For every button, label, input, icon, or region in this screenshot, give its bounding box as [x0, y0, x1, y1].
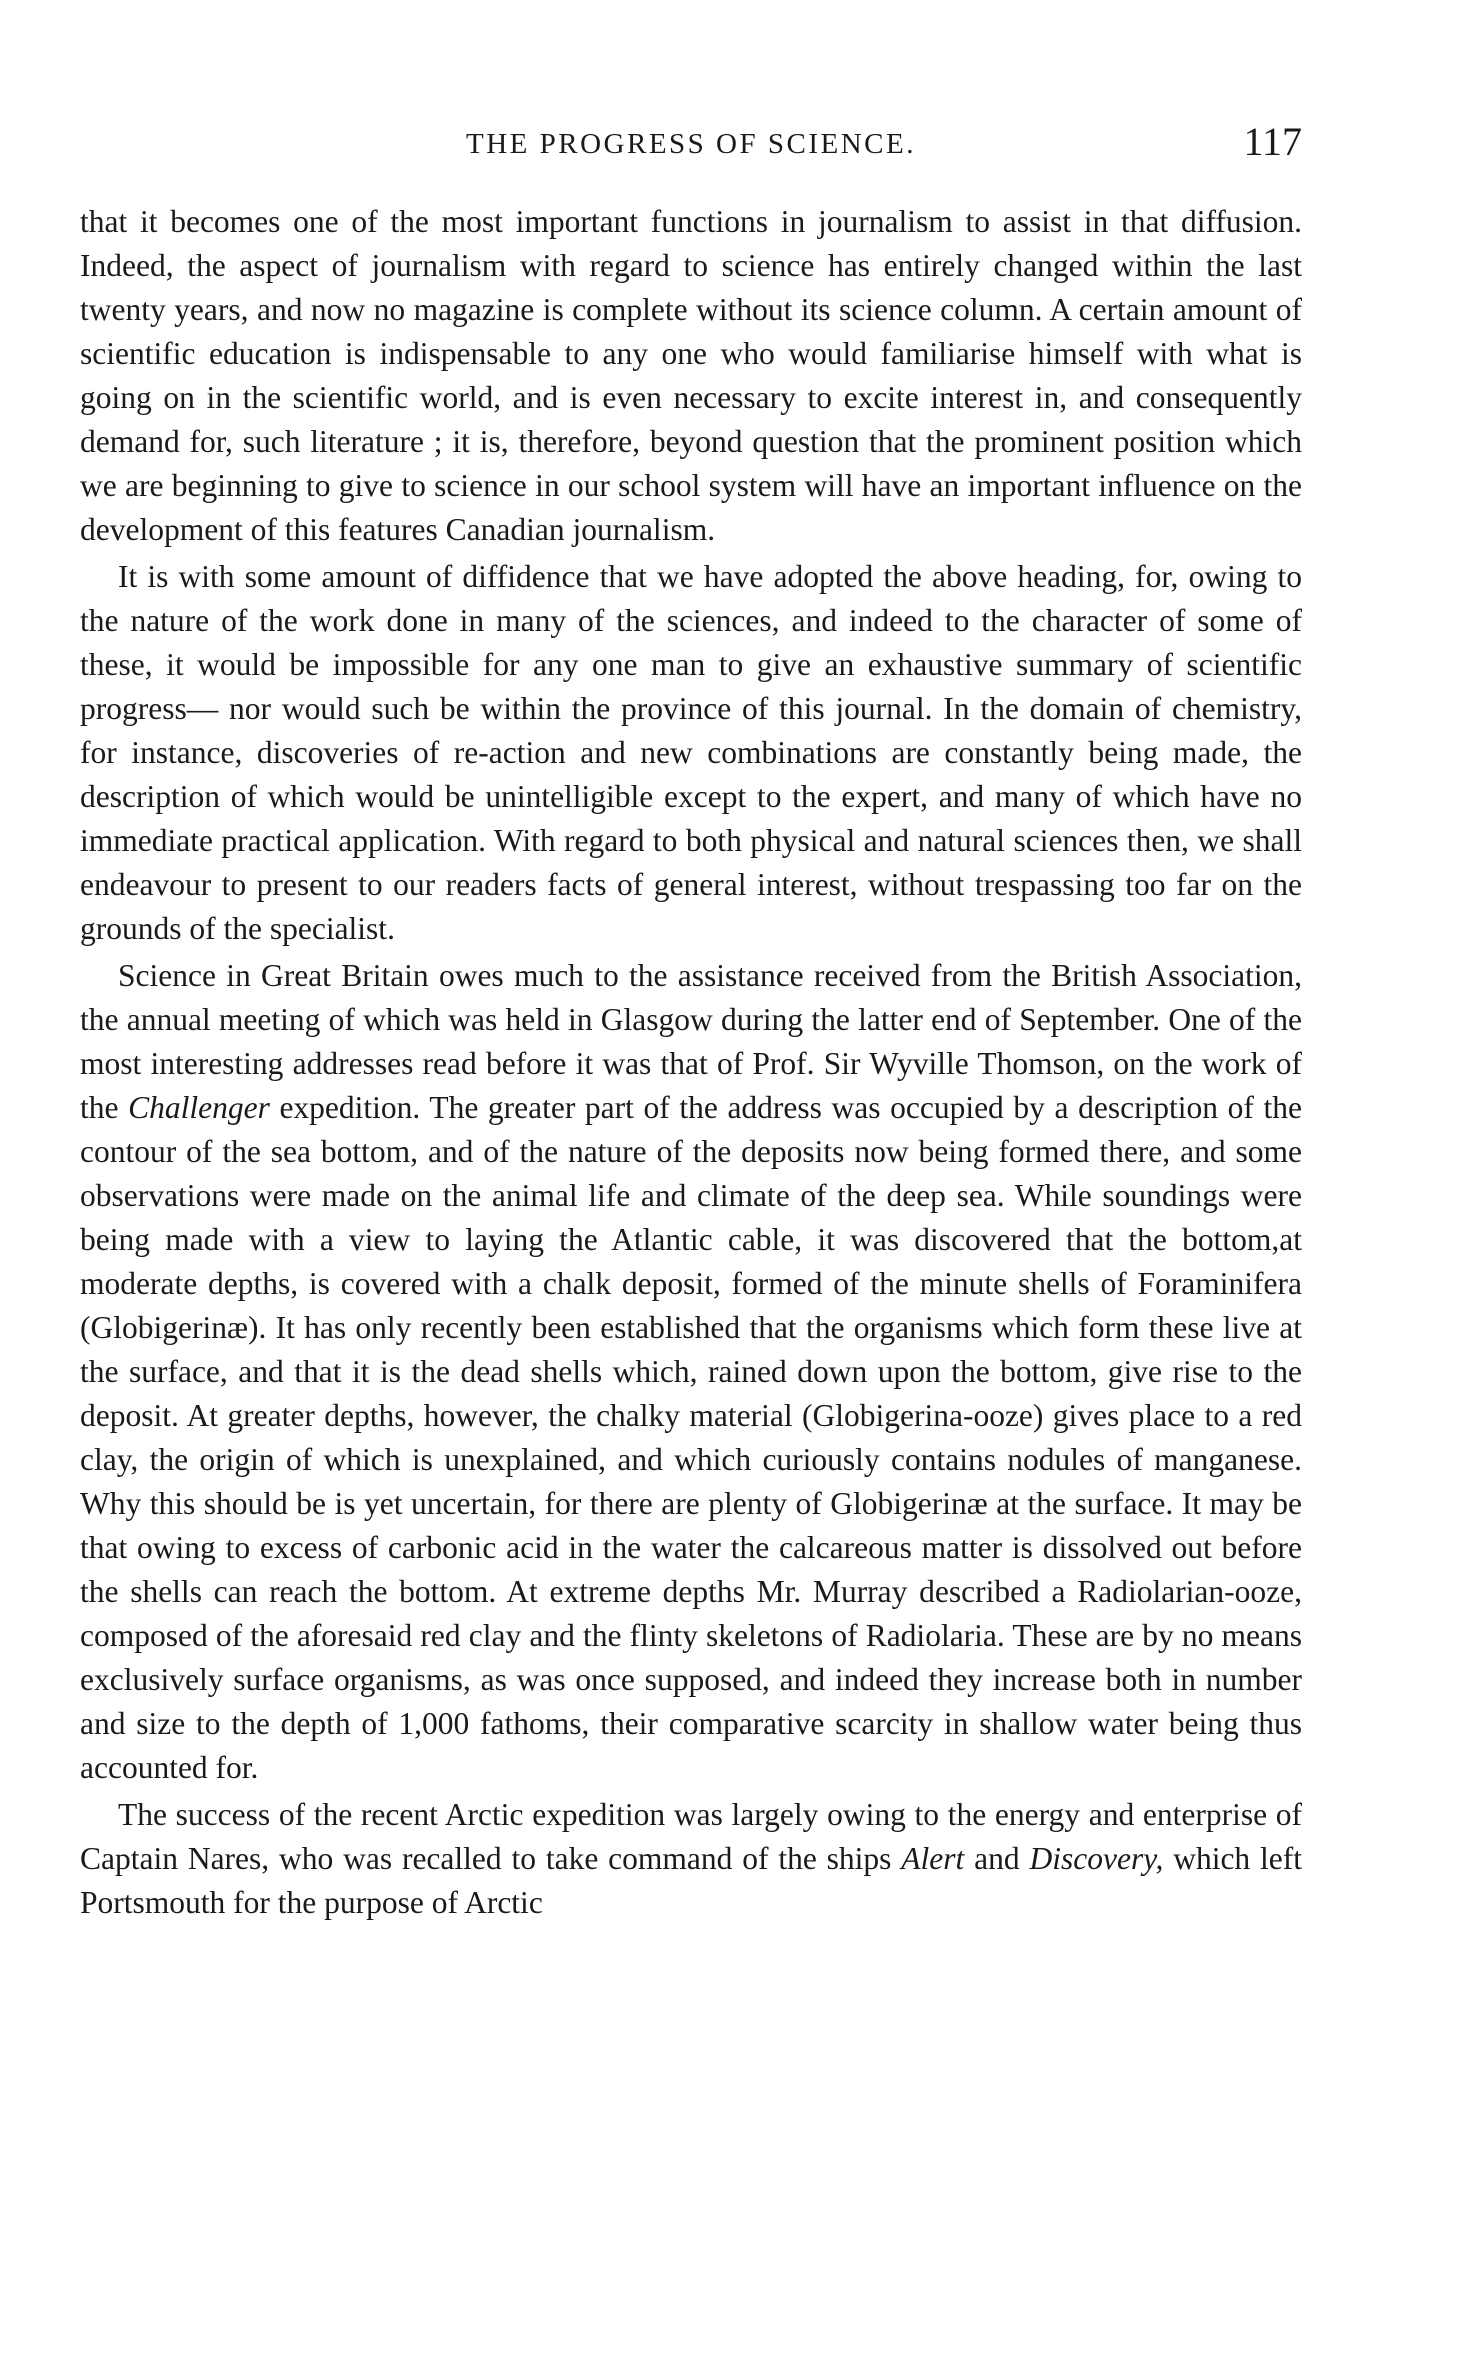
book-page: [80, 118, 1302, 1925]
paragraph-text-middle: and: [964, 1841, 1030, 1876]
body-text: [80, 200, 1302, 1925]
paragraph-arctic-expedition: [80, 1793, 1302, 1925]
paragraph-british-association: [80, 954, 1302, 1790]
paragraph-text-before-italic: The success of the recent Arctic expedition was largely owing to the energy and enterprise of Captain Nares, who was recalled to take command of the ships: [80, 1797, 1302, 1876]
paragraph-text-before-italic: Science in Great Britain owes much to the assistance received from the British Association, the annual meeting of which was held in Glasgow during the latter end of September. One of the most interesting addresses read before it was that of Prof. Sir Wyville Thomson, on the work of the: [80, 958, 1302, 1125]
paragraph-continuation: that it becomes one of the most important functions in journalism to assist in that diffusion. Indeed, the aspect of journalism with regard to science has entirely changed within the last twenty years, and now no magazine is complete without its science column. A certain amount of scientific education is indispensable to any one who would familiarise himself with what is going on in the scientific world, and is even necessary to excite interest in, and consequently demand for, such literature ; it is, therefore, beyond question that the prominent position which we are beginning to give to science in our school system will have an important influence on the development of this features Canadian journalism.: [80, 204, 1302, 547]
paragraph-text-after-italic: which left Portsmouth for the purpose of Arctic: [80, 1841, 1303, 1920]
italic-ship-name-alert: Alert: [901, 1841, 965, 1876]
italic-ship-name-discovery: Discovery,: [1029, 1841, 1164, 1876]
running-header: [80, 118, 1302, 176]
italic-ship-name: Challenger: [128, 1090, 270, 1125]
page-number: 117: [1243, 119, 1302, 164]
paragraph-text-after-italic: expedition. The greater part of the address was occupied by a description of the contour of the sea bottom, and of the nature of the deposits now being formed there, and some observations were made on the animal life and climate of the deep sea. While soundings were being made with a view to laying the Atlantic cable, it was discovered that the bottom,at moderate depths, is covered with a chalk deposit, formed of the minute shells of Foraminifera (Globigerinæ). It has only recently been established that the organisms which form these live at the surface, and that it is the dead shells which, rained down upon the bottom, give rise to the deposit. At greater depths, however, the chalky material (Globigerina-ooze) gives place to a red clay, the origin of which is unexplained, and which curiously contains nodules of manganese. Why this should be is yet uncertain, for there are plenty of Globigerinæ at the surface. It may be that owing to excess of carbonic acid in the water the calcareous matter is dissolved out before the shells can reach the bottom. At extreme depths Mr. Murray described a Radiolarian-ooze, composed of the aforesaid red clay and the flinty skeletons of Radiolaria. These are by no means exclusively surface organisms, as was once supposed, and indeed they increase both in number and size to the depth of 1,000 fathoms, their comparative scarcity in shallow water being thus accounted for.: [80, 1090, 1302, 1785]
running-title: THE PROGRESS OF SCIENCE.: [466, 128, 916, 160]
paragraph-heading-diffidence: It is with some amount of diffidence that we have adopted the above heading, for, owing to the nature of the work done in many of the sciences, and indeed to the character of some of these, it would be impossible for any one man to give an exhaustive summary of scientific progress— nor would such be within the province of this journal. In the domain of chemistry, for instance, discoveries of re-action and new combinations are constantly being made, the description of which would be unintelligible except to the expert, and many of which have no immediate practical application. With regard to both physical and natural sciences then, we shall endeavour to present to our readers facts of general interest, without trespassing too far on the grounds of the specialist.: [80, 559, 1302, 946]
